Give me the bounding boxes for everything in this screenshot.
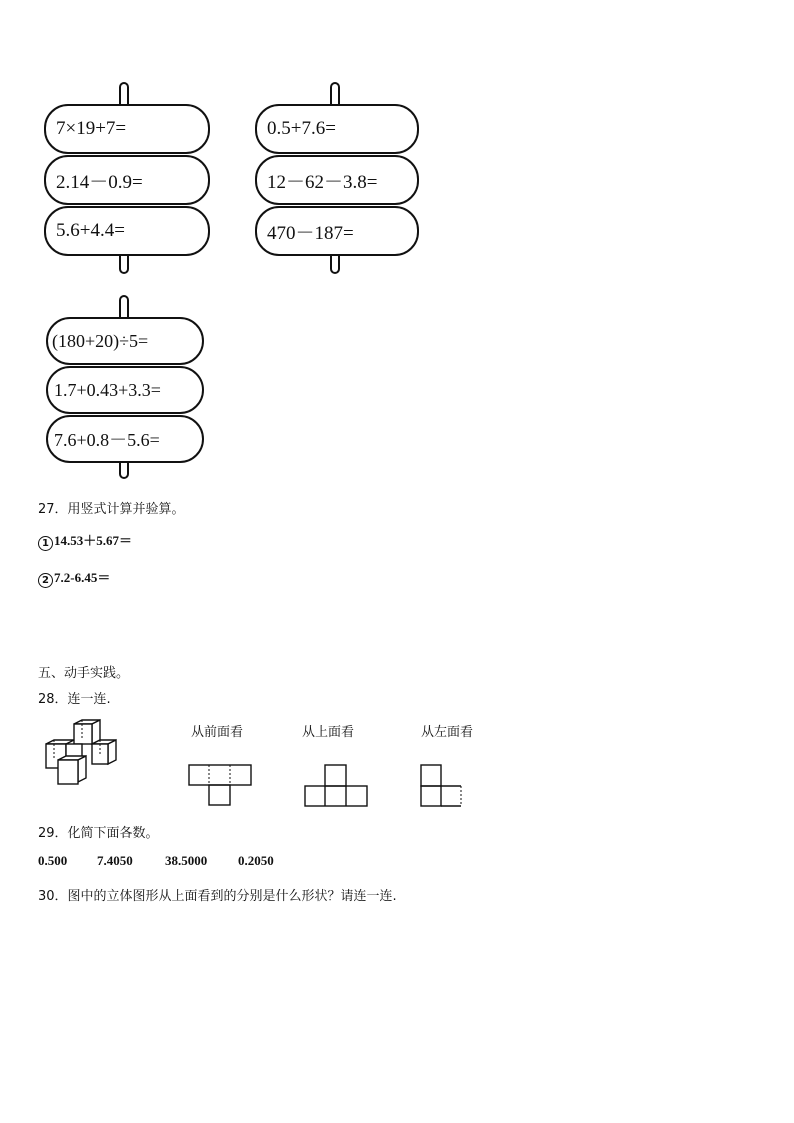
decimal-number: 7.4050 [97,853,133,868]
q27-expression: 7.2-6.45＝ [54,570,111,585]
circled-number: 1 [38,536,53,551]
calc-item: 1.7+0.43+3.3= [46,366,204,414]
calc-item: 7×19+7= [44,104,210,154]
calc-item: 12－62－3.8= [255,155,419,205]
view-label-top: 从上面看 [302,725,355,740]
view-label-front: 从前面看 [191,725,244,740]
calc-item: 2.14－0.9= [44,155,210,205]
calc-item: 0.5+7.6= [255,104,419,154]
view-label-left: 从左面看 [421,725,474,740]
skewer-stick-top [119,82,129,106]
section-5-heading: 五、动手实践。 [38,666,130,681]
q27-expression: 14.53＋5.67＝ [54,533,133,548]
question-28-title: 28．连一连. [38,692,111,707]
calc-item: 7.6+0.8－5.6= [46,415,204,463]
calc-item: 470－187= [255,206,419,256]
skewer-stick-bottom [330,256,340,274]
question-29-title: 29．化简下面各数。 [38,826,159,841]
question-27-title: 27．用竖式计算并验算。 [38,502,185,517]
question-30-title: 30．图中的立体图形从上面看到的分别是什么形状？请连一连. [38,889,397,904]
skewer-stick-bottom [119,256,129,274]
view-shape-l[interactable] [420,764,464,808]
view-shape-t[interactable] [188,764,252,806]
cube-figure [40,720,140,792]
view-shape-inverted-t[interactable] [304,764,368,808]
q27-item-1 [38,530,132,551]
circled-number: 2 [38,573,53,588]
q27-item-2 [38,567,110,588]
decimal-number: 38.5000 [165,853,208,868]
decimal-number: 0.500 [38,853,68,868]
decimal-number: 0.2050 [238,853,274,868]
skewer-stick-bottom [119,463,129,479]
skewer-stick-top [119,295,129,319]
skewer-stick-top [330,82,340,106]
calc-item: (180+20)÷5= [46,317,204,365]
calc-item: 5.6+4.4= [44,206,210,256]
